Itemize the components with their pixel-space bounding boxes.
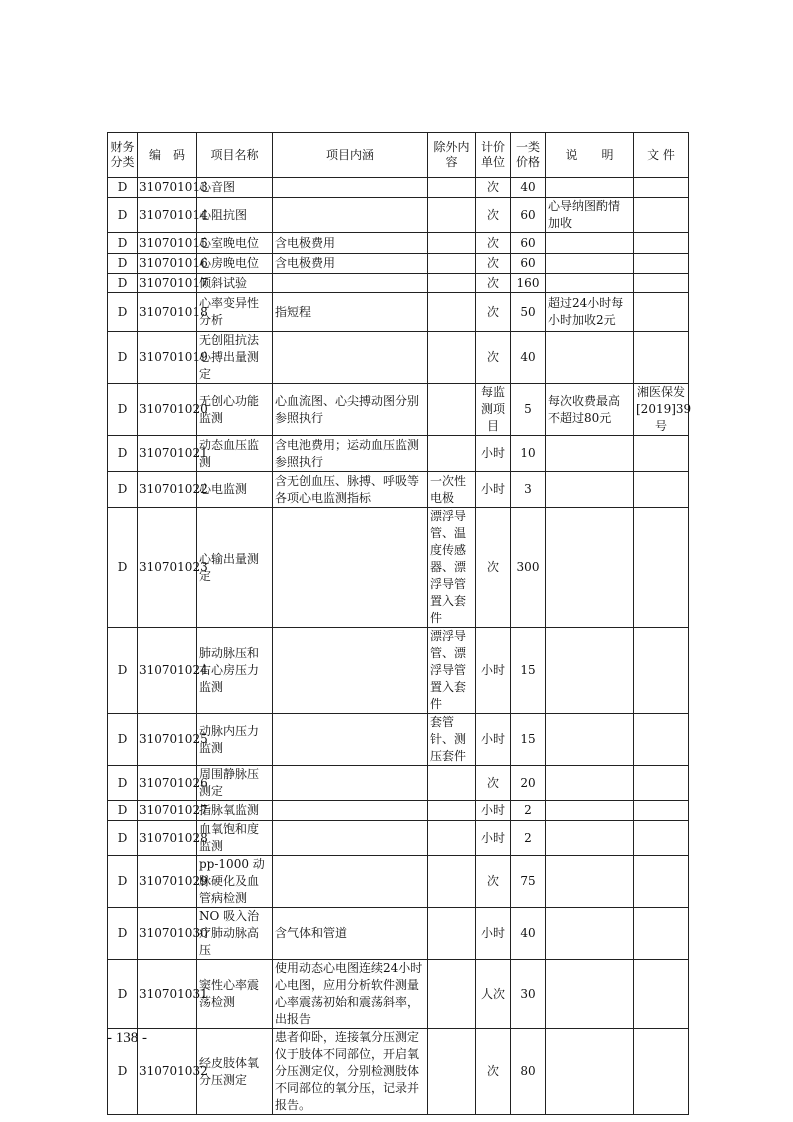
cell-code: 310701015 xyxy=(138,233,197,254)
cell-price: 3 xyxy=(511,472,546,508)
cell-content: 含电极费用 xyxy=(273,233,428,254)
cell-code: 310701018 xyxy=(138,293,197,332)
cell-file: 湘医保发[2019]39号 xyxy=(634,384,689,436)
cell-file xyxy=(634,856,689,908)
cell-cat: D xyxy=(108,766,138,801)
cell-unit: 小时 xyxy=(476,472,511,508)
cell-file xyxy=(634,628,689,714)
cell-unit: 次 xyxy=(476,233,511,254)
table-row xyxy=(108,628,689,714)
cell-name: 倾斜试验 xyxy=(197,274,273,293)
cell-code: 310701027 xyxy=(138,801,197,821)
table-row xyxy=(108,198,689,233)
cell-cat: D xyxy=(108,801,138,821)
cell-cat: D xyxy=(108,384,138,436)
cell-price: 15 xyxy=(511,628,546,714)
cell-file xyxy=(634,1029,689,1115)
cell-file xyxy=(634,766,689,801)
cell-file xyxy=(634,178,689,198)
cell-content xyxy=(273,274,428,293)
cell-unit: 人次 xyxy=(476,960,511,1029)
cell-note xyxy=(546,801,634,821)
header-exclude: 除外内容 xyxy=(428,133,476,178)
cell-note xyxy=(546,821,634,856)
cell-name: 心音图 xyxy=(197,178,273,198)
table-row xyxy=(108,1029,689,1115)
cell-exclude xyxy=(428,856,476,908)
cell-file xyxy=(634,436,689,472)
cell-content xyxy=(273,821,428,856)
cell-content xyxy=(273,766,428,801)
cell-code: 310701021 xyxy=(138,436,197,472)
cell-cat: D xyxy=(108,628,138,714)
cell-cat: D xyxy=(108,436,138,472)
cell-content xyxy=(273,714,428,766)
cell-unit: 每监测项目 xyxy=(476,384,511,436)
cell-code: 310701017 xyxy=(138,274,197,293)
header-content: 项目内涵 xyxy=(273,133,428,178)
cell-price: 40 xyxy=(511,908,546,960)
cell-cat: D xyxy=(108,960,138,1029)
cell-exclude xyxy=(428,384,476,436)
cell-exclude xyxy=(428,332,476,384)
cell-exclude xyxy=(428,908,476,960)
cell-file xyxy=(634,821,689,856)
cell-price: 300 xyxy=(511,508,546,628)
cell-cat: D xyxy=(108,254,138,274)
cell-note: 心导纳图酌情加收 xyxy=(546,198,634,233)
cell-unit: 次 xyxy=(476,766,511,801)
cell-code: 310701030 xyxy=(138,908,197,960)
cell-unit: 小时 xyxy=(476,821,511,856)
cell-unit: 次 xyxy=(476,1029,511,1115)
cell-exclude: 漂浮导管、漂浮导管置入套件 xyxy=(428,628,476,714)
cell-content: 心血流图、心尖搏动图分别参照执行 xyxy=(273,384,428,436)
table-row xyxy=(108,821,689,856)
cell-content xyxy=(273,628,428,714)
table-row xyxy=(108,960,689,1029)
cell-name: 经皮肢体氧分压测定 xyxy=(197,1029,273,1115)
cell-note xyxy=(546,960,634,1029)
cell-cat: D xyxy=(108,1029,138,1115)
cell-content xyxy=(273,801,428,821)
cell-price: 40 xyxy=(511,178,546,198)
table-row xyxy=(108,274,689,293)
cell-name: pp-1000 动脉硬化及血管病检测 xyxy=(197,856,273,908)
cell-unit: 次 xyxy=(476,856,511,908)
cell-file xyxy=(634,198,689,233)
cell-note xyxy=(546,766,634,801)
cell-exclude xyxy=(428,1029,476,1115)
cell-code: 310701014 xyxy=(138,198,197,233)
table-row xyxy=(108,332,689,384)
cell-exclude: 一次性电极 xyxy=(428,472,476,508)
header-category: 财务分类 xyxy=(108,133,138,178)
cell-price: 10 xyxy=(511,436,546,472)
cell-code: 310701022 xyxy=(138,472,197,508)
cell-name: 动态血压监测 xyxy=(197,436,273,472)
cell-file xyxy=(634,293,689,332)
cell-name: 心房晚电位 xyxy=(197,254,273,274)
cell-file xyxy=(634,960,689,1029)
cell-price: 5 xyxy=(511,384,546,436)
cell-code: 310701031 xyxy=(138,960,197,1029)
table-row xyxy=(108,254,689,274)
cell-note xyxy=(546,472,634,508)
cell-file xyxy=(634,332,689,384)
cell-unit: 次 xyxy=(476,332,511,384)
cell-cat: D xyxy=(108,293,138,332)
cell-cat: D xyxy=(108,274,138,293)
cell-price: 60 xyxy=(511,254,546,274)
cell-content xyxy=(273,178,428,198)
cell-content: 患者仰卧，连接氧分压测定仪于肢体不同部位，开启氧分压测定仪，分别检测肢体不同部位的氧分压，记录并报告。 xyxy=(273,1029,428,1115)
cell-name: 周围静脉压测定 xyxy=(197,766,273,801)
table-row xyxy=(108,384,689,436)
table-row xyxy=(108,293,689,332)
cell-file xyxy=(634,508,689,628)
cell-note xyxy=(546,436,634,472)
cell-name: 心室晚电位 xyxy=(197,233,273,254)
cell-exclude xyxy=(428,254,476,274)
cell-name: 心率变异性分析 xyxy=(197,293,273,332)
cell-exclude xyxy=(428,178,476,198)
cell-unit: 小时 xyxy=(476,436,511,472)
cell-unit: 次 xyxy=(476,254,511,274)
cell-exclude xyxy=(428,293,476,332)
cell-note xyxy=(546,1029,634,1115)
cell-cat: D xyxy=(108,178,138,198)
cell-code: 310701028 xyxy=(138,821,197,856)
cell-exclude xyxy=(428,960,476,1029)
cell-code: 310701026 xyxy=(138,766,197,801)
cell-content: 含电极费用 xyxy=(273,254,428,274)
page-number: - 138 - xyxy=(107,1030,147,1046)
cell-cat: D xyxy=(108,908,138,960)
header-price: 一类价格 xyxy=(511,133,546,178)
cell-unit: 小时 xyxy=(476,628,511,714)
cell-content xyxy=(273,332,428,384)
cell-unit: 次 xyxy=(476,178,511,198)
cell-code: 310701013 xyxy=(138,178,197,198)
cell-name: 动脉内压力监测 xyxy=(197,714,273,766)
cell-file xyxy=(634,714,689,766)
cell-exclude xyxy=(428,801,476,821)
cell-unit: 次 xyxy=(476,198,511,233)
cell-note xyxy=(546,908,634,960)
cell-name: 无创心功能监测 xyxy=(197,384,273,436)
cell-price: 60 xyxy=(511,233,546,254)
cell-price: 20 xyxy=(511,766,546,801)
cell-code: 310701019 xyxy=(138,332,197,384)
cell-price: 15 xyxy=(511,714,546,766)
cell-file xyxy=(634,274,689,293)
table-row xyxy=(108,436,689,472)
cell-code: 310701016 xyxy=(138,254,197,274)
cell-cat: D xyxy=(108,198,138,233)
cell-price: 50 xyxy=(511,293,546,332)
table-row xyxy=(108,472,689,508)
cell-exclude: 漂浮导管、温度传感器、漂浮导管置入套件 xyxy=(428,508,476,628)
table-row xyxy=(108,508,689,628)
cell-content: 指短程 xyxy=(273,293,428,332)
header-note: 说 明 xyxy=(546,133,634,178)
cell-cat: D xyxy=(108,472,138,508)
table-header xyxy=(108,133,689,178)
cell-price: 30 xyxy=(511,960,546,1029)
cell-price: 160 xyxy=(511,274,546,293)
cell-file xyxy=(634,908,689,960)
header-name: 项目名称 xyxy=(197,133,273,178)
cell-price: 2 xyxy=(511,801,546,821)
header-code: 编 码 xyxy=(138,133,197,178)
cell-unit: 小时 xyxy=(476,908,511,960)
header-unit: 计价单位 xyxy=(476,133,511,178)
cell-exclude xyxy=(428,436,476,472)
cell-code: 310701029 xyxy=(138,856,197,908)
cell-name: NO 吸入治疗肺动脉高压 xyxy=(197,908,273,960)
cell-name: 血氧饱和度监测 xyxy=(197,821,273,856)
cell-file xyxy=(634,472,689,508)
cell-exclude xyxy=(428,198,476,233)
cell-name: 肺动脉压和右心房压力监测 xyxy=(197,628,273,714)
cell-price: 80 xyxy=(511,1029,546,1115)
cell-note: 超过24小时每小时加收2元 xyxy=(546,293,634,332)
cell-note xyxy=(546,274,634,293)
cell-content: 含无创血压、脉搏、呼吸等各项心电监测指标 xyxy=(273,472,428,508)
cell-cat: D xyxy=(108,233,138,254)
cell-file xyxy=(634,233,689,254)
cell-content xyxy=(273,508,428,628)
cell-note xyxy=(546,856,634,908)
cell-cat: D xyxy=(108,332,138,384)
cell-note: 每次收费最高不超过80元 xyxy=(546,384,634,436)
cell-content: 含气体和管道 xyxy=(273,908,428,960)
table-row xyxy=(108,856,689,908)
cell-unit: 次 xyxy=(476,293,511,332)
cell-note xyxy=(546,332,634,384)
cell-name: 心输出量测定 xyxy=(197,508,273,628)
table-row xyxy=(108,801,689,821)
cell-unit: 次 xyxy=(476,508,511,628)
table-row xyxy=(108,233,689,254)
table-row xyxy=(108,178,689,198)
cell-note xyxy=(546,508,634,628)
table-row xyxy=(108,766,689,801)
cell-name: 心电监测 xyxy=(197,472,273,508)
cell-price: 75 xyxy=(511,856,546,908)
cell-cat: D xyxy=(108,508,138,628)
table-row xyxy=(108,714,689,766)
cell-note xyxy=(546,233,634,254)
cell-cat: D xyxy=(108,856,138,908)
cell-name: 心阻抗图 xyxy=(197,198,273,233)
cell-content: 含电池费用；运动血压监测参照执行 xyxy=(273,436,428,472)
cell-note xyxy=(546,628,634,714)
cell-unit: 小时 xyxy=(476,801,511,821)
cell-exclude: 套管针、测压套件 xyxy=(428,714,476,766)
cell-price: 2 xyxy=(511,821,546,856)
cell-exclude xyxy=(428,821,476,856)
cell-note xyxy=(546,254,634,274)
cell-content xyxy=(273,856,428,908)
cell-note xyxy=(546,178,634,198)
cell-unit: 小时 xyxy=(476,714,511,766)
cell-price: 40 xyxy=(511,332,546,384)
cell-file xyxy=(634,801,689,821)
price-table xyxy=(107,132,692,1115)
cell-name: 窦性心率震荡检测 xyxy=(197,960,273,1029)
cell-exclude xyxy=(428,274,476,293)
cell-exclude xyxy=(428,766,476,801)
cell-code: 310701032 xyxy=(138,1029,197,1115)
cell-code: 310701023 xyxy=(138,508,197,628)
cell-unit: 次 xyxy=(476,274,511,293)
cell-cat: D xyxy=(108,821,138,856)
cell-cat: D xyxy=(108,714,138,766)
cell-file xyxy=(634,254,689,274)
cell-content xyxy=(273,198,428,233)
cell-name: 指脉氧监测 xyxy=(197,801,273,821)
cell-name: 无创阻抗法心搏出量测定 xyxy=(197,332,273,384)
cell-exclude xyxy=(428,233,476,254)
cell-code: 310701020 xyxy=(138,384,197,436)
cell-content: 使用动态心电图连续24小时心电图，应用分析软件测量心率震荡初始和震荡斜率，出报告 xyxy=(273,960,428,1029)
cell-code: 310701024 xyxy=(138,628,197,714)
table-row xyxy=(108,908,689,960)
header-file: 文 件 xyxy=(634,133,689,178)
cell-note xyxy=(546,714,634,766)
cell-price: 60 xyxy=(511,198,546,233)
cell-code: 310701025 xyxy=(138,714,197,766)
